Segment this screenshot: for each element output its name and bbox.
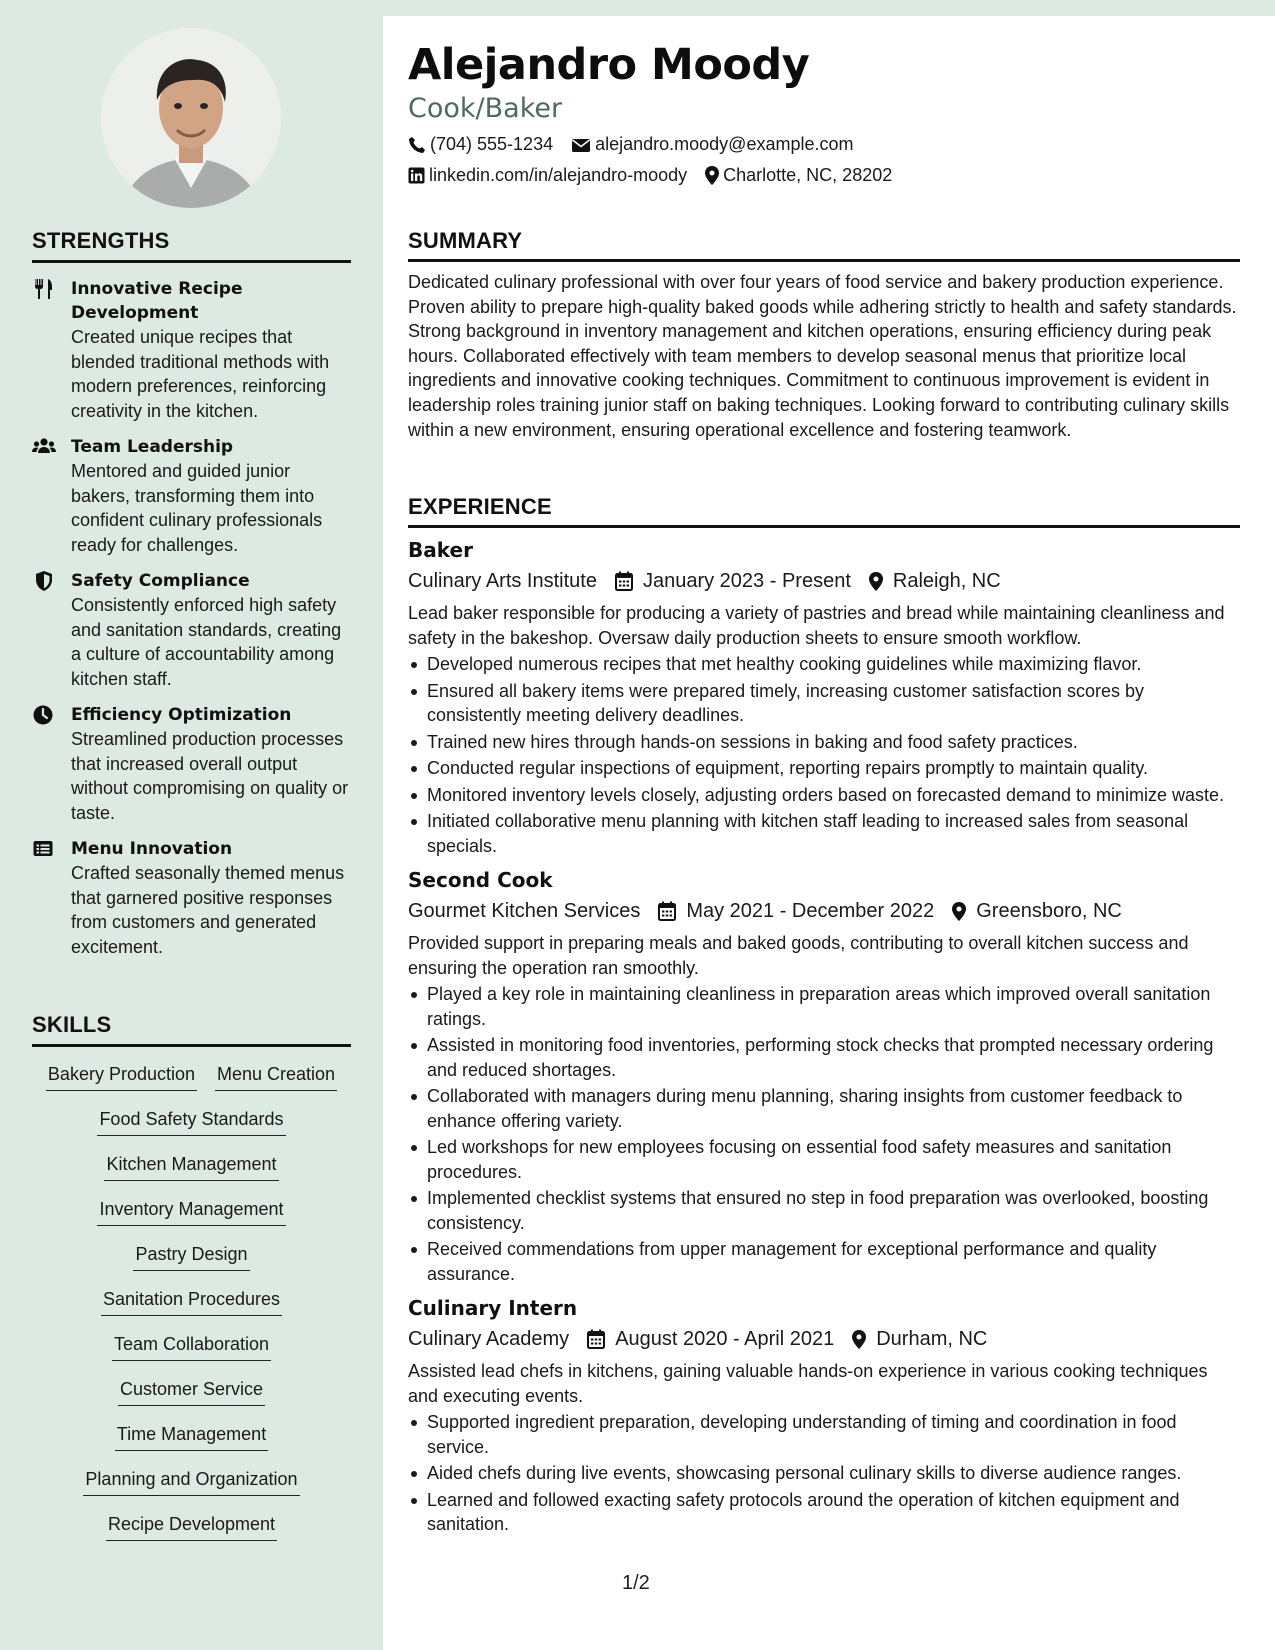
job-meta — [408, 896, 1240, 926]
strength-desc: Streamlined production processes that increased overall output without compromising on quality or taste. — [71, 729, 349, 823]
job-title: Culinary Intern — [408, 1296, 578, 1320]
strength-title: Innovative Recipe Development — [71, 279, 243, 323]
summary-heading: SUMMARY — [408, 228, 1240, 262]
top-band — [383, 0, 1275, 16]
strength-title: Safety Compliance — [71, 571, 250, 591]
candidate-title: Cook/Baker — [408, 93, 563, 124]
company-name: Culinary Arts Institute — [408, 570, 597, 592]
job-bullet: Supported ingredient preparation, developing understanding of timing and coordination in food service. — [408, 1410, 1240, 1459]
candidate-name: Alejandro Moody — [408, 40, 810, 90]
job-location: Raleigh, NC — [892, 570, 1001, 592]
skill-tag: Pastry Design — [133, 1241, 249, 1271]
shield-icon — [32, 570, 56, 592]
skill-tag: Food Safety Standards — [97, 1106, 285, 1136]
job-bullet: Played a key role in maintaining cleanliness in preparation areas which improved overall sanitation ratings. — [408, 982, 1240, 1031]
strength-title: Team Leadership — [71, 437, 234, 457]
envelope-icon — [571, 137, 591, 153]
job-bullet: Trained new hires through hands-on sessions in baking and food safety practices. — [408, 730, 1240, 755]
job-bullet: Led workshops for new employees focusing on essential food safety measures and sanitation procedures. — [408, 1135, 1240, 1184]
email-contact[interactable] — [571, 134, 853, 155]
location-text: Charlotte, NC, 28202 — [723, 165, 893, 185]
strength-item — [32, 569, 351, 691]
skills-section — [32, 1012, 351, 1556]
map-pin-icon — [869, 572, 883, 591]
job-meta — [408, 1324, 1240, 1354]
company-name: Culinary Academy — [408, 1328, 570, 1350]
job-dates: January 2023 - Present — [642, 570, 851, 592]
experience-heading: EXPERIENCE — [408, 494, 1240, 528]
summary-text: Dedicated culinary professional with over four years of food service and bakery production experience. Proven ability to prepare high-quality baked goods while adhering strictly to health and safety standards. Strong background in inventory management and kitchen operations, ensuring efficiency during peak hours. Collaborated effectively with team members to develop seasonal menus that prioritize local ingredients and innovative cooking techniques. Commitment to continuous improvement is evident in leadership roles training junior staff on baking techniques. Looking forward to contributing culinary skills within a new environment, ensuring operational excellence and fostering teamwork. — [408, 272, 1237, 440]
experience-section — [408, 494, 1240, 1539]
clock-icon — [32, 704, 56, 726]
skill-tag: Recipe Development — [106, 1511, 277, 1541]
summary-section — [408, 228, 1240, 442]
skills-list — [32, 1061, 351, 1556]
job-bullet: Monitored inventory levels closely, adjusting orders based on forecasted demand to minimize waste. — [408, 783, 1240, 808]
skill-tag: Team Collaboration — [112, 1331, 271, 1361]
job-title: Baker — [408, 538, 473, 562]
map-pin-icon — [705, 166, 719, 185]
contact-row-1 — [408, 134, 872, 155]
job-entry — [408, 1294, 1240, 1537]
job-location: Durham, NC — [876, 1328, 988, 1350]
job-title: Second Cook — [408, 868, 553, 892]
strength-desc: Crafted seasonally themed menus that garnered positive responses from customers and generated excitement. — [71, 863, 345, 957]
phone-text: (704) 555-1234 — [430, 134, 554, 154]
linkedin-text: linkedin.com/in/alejandro-moody — [429, 165, 688, 185]
strength-item — [32, 703, 351, 825]
linkedin-icon — [408, 167, 425, 184]
strength-title: Menu Innovation — [71, 839, 233, 859]
job-bullet: Initiated collaborative menu planning with kitchen staff leading to increased sales from seasonal specials. — [408, 809, 1240, 858]
job-bullet: Collaborated with managers during menu planning, sharing insights from customer feedback to enhance offering variety. — [408, 1084, 1240, 1133]
strength-item — [32, 837, 351, 959]
job-description: Provided support in preparing meals and baked goods, contributing to overall kitchen success and ensuring the operation ran smoothly. — [408, 933, 1189, 978]
profile-photo — [101, 28, 281, 208]
job-bullet: Aided chefs during live events, showcasing personal culinary skills to diverse audience ranges. — [408, 1461, 1240, 1486]
location-contact — [705, 165, 892, 186]
job-bullet: Implemented checklist systems that ensured no step in food preparation was overlooked, boosting consistency. — [408, 1186, 1240, 1235]
skill-tag: Inventory Management — [97, 1196, 285, 1226]
calendar-icon — [615, 571, 633, 591]
strength-desc: Created unique recipes that blended traditional methods with modern preferences, reinforcing creativity in the kitchen. — [71, 327, 330, 421]
job-bullets — [408, 652, 1240, 858]
strength-desc: Consistently enforced high safety and sanitation standards, creating a culture of accountability among kitchen staff. — [71, 595, 342, 689]
contact-row-2 — [408, 165, 910, 186]
map-pin-icon — [852, 1330, 866, 1349]
utensils-icon — [32, 278, 56, 300]
job-dates: May 2021 - December 2022 — [686, 900, 935, 922]
job-bullet: Assisted in monitoring food inventories, performing stock checks that prompted necessary ordering and reduced shortages. — [408, 1033, 1240, 1082]
job-description: Assisted lead chefs in kitchens, gaining valuable hands-on experience in various cooking techniques and executing events. — [408, 1361, 1208, 1406]
skill-tag: Bakery Production — [46, 1061, 197, 1091]
page-number: 1/2 — [622, 1572, 650, 1594]
strength-item — [32, 277, 351, 423]
skills-heading: SKILLS — [32, 1012, 351, 1047]
users-icon — [32, 436, 56, 458]
job-description: Lead baker responsible for producing a variety of pastries and bread while maintaining cleanliness and safety in the bakeshop. Oversaw daily production sheets to ensure smooth workflow. — [408, 603, 1225, 648]
calendar-icon — [587, 1329, 605, 1349]
skill-tag: Kitchen Management — [104, 1151, 278, 1181]
job-bullet: Conducted regular inspections of equipment, reporting repairs promptly to maintain quality. — [408, 756, 1240, 781]
skill-tag: Sanitation Procedures — [101, 1286, 282, 1316]
job-meta — [408, 566, 1240, 596]
job-dates: August 2020 - April 2021 — [615, 1328, 835, 1350]
phone-icon — [408, 136, 426, 154]
skill-tag: Planning and Organization — [83, 1466, 299, 1496]
job-bullets — [408, 1410, 1240, 1537]
job-bullet: Ensured all bakery items were prepared timely, increasing customer satisfaction scores by consistently meeting delivery deadlines. — [408, 679, 1240, 728]
strength-title: Efficiency Optimization — [71, 705, 292, 725]
map-pin-icon — [952, 902, 966, 921]
strength-item — [32, 435, 351, 557]
list-icon — [32, 838, 56, 860]
calendar-icon — [658, 901, 676, 921]
job-bullet: Received commendations from upper management for exceptional performance and quality assurance. — [408, 1237, 1240, 1286]
linkedin-contact[interactable] — [408, 165, 687, 186]
phone-contact[interactable] — [408, 134, 553, 155]
job-entry — [408, 536, 1240, 858]
skill-tag: Time Management — [115, 1421, 268, 1451]
strength-desc: Mentored and guided junior bakers, transforming them into confident culinary professionals ready for challenges. — [71, 461, 323, 555]
job-bullets — [408, 982, 1240, 1286]
job-location: Greensboro, NC — [976, 900, 1122, 922]
company-name: Gourmet Kitchen Services — [408, 900, 641, 922]
job-bullet: Learned and followed exacting safety protocols around the operation of kitchen equipment and sanitation. — [408, 1488, 1240, 1537]
strengths-section — [32, 228, 351, 959]
email-text: alejandro.moody@example.com — [595, 134, 854, 154]
strengths-heading: STRENGTHS — [32, 228, 351, 263]
job-entry — [408, 866, 1240, 1286]
job-bullet: Developed numerous recipes that met healthy cooking guidelines while maximizing flavor. — [408, 652, 1240, 677]
skill-tag: Customer Service — [118, 1376, 265, 1406]
skill-tag: Menu Creation — [215, 1061, 337, 1091]
